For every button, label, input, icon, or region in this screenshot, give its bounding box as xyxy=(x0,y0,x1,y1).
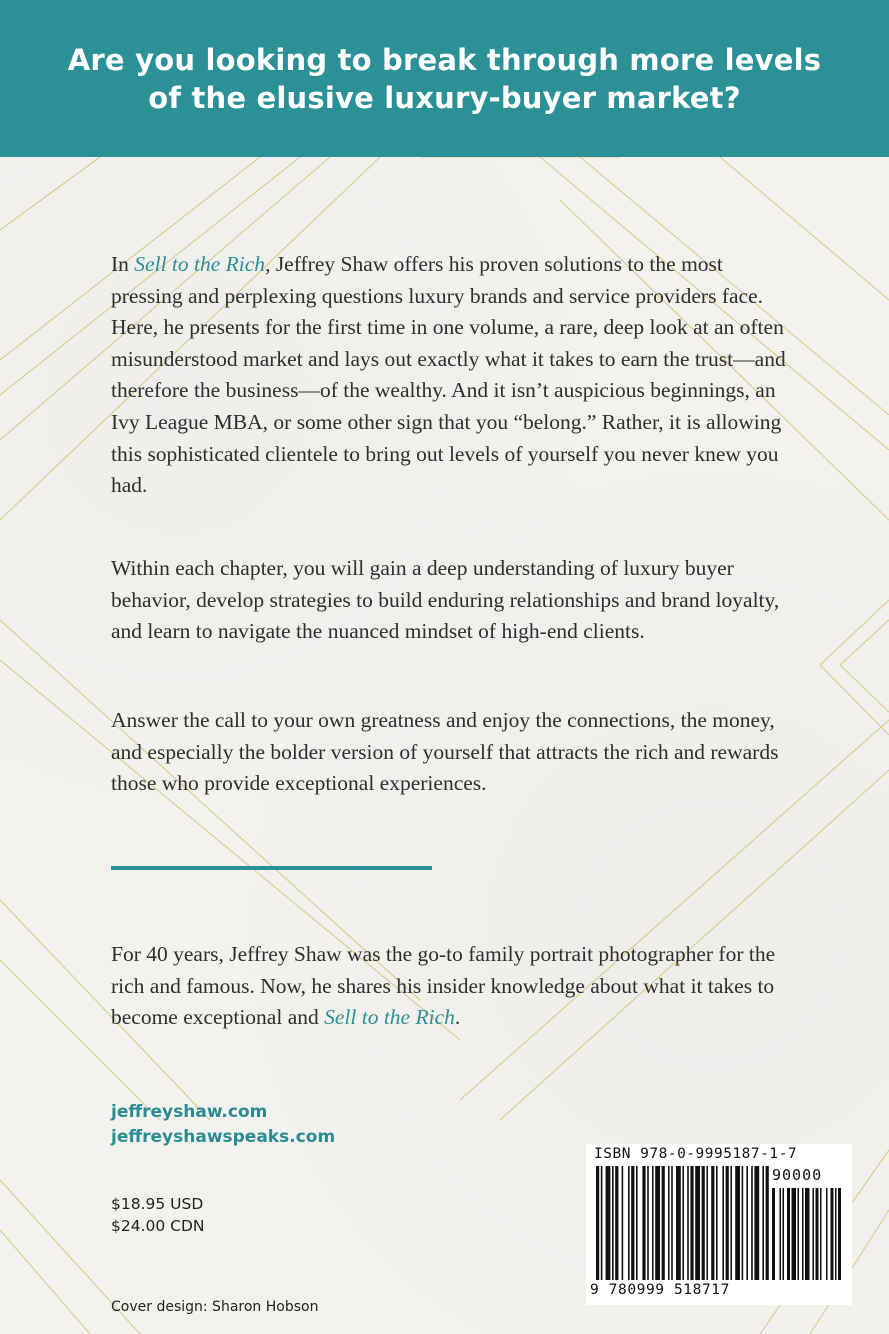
book-title: Sell to the Rich xyxy=(134,252,266,276)
barcode-bar xyxy=(805,1188,810,1280)
barcode-bar xyxy=(652,1166,654,1280)
barcode-bar xyxy=(820,1188,822,1280)
barcode-bar xyxy=(787,1188,790,1280)
barcode-bar xyxy=(702,1166,705,1280)
barcode-bar xyxy=(826,1188,828,1280)
price-block xyxy=(111,1193,205,1237)
description-paragraph-2: Within each chapter, you will gain a deep understanding of luxury buyer behavior, develop strategies to build enduring relationships and brand loyalty, and learn to navigate the nuanced mindset of high-end clients. xyxy=(111,556,780,644)
author-bio: For 40 years, Jeffrey Shaw was the go-to family portrait photographer for the rich and famous. Now, he shares his insider knowledge about what it takes to become exceptional and Sell to the Rich. xyxy=(111,942,776,1030)
barcode-bar xyxy=(735,1166,740,1280)
barcode-bar xyxy=(612,1166,614,1280)
barcode-bar xyxy=(655,1166,660,1280)
barcode-bar xyxy=(716,1166,718,1280)
barcode-bar xyxy=(662,1166,665,1280)
description-paragraph-3: Answer the call to your own greatness and enjoy the connections, the money, and especially the bolder version of yourself that attracts the rich and rewards those who provide exceptional experiences. xyxy=(111,708,779,796)
barcode-bar xyxy=(596,1166,599,1280)
barcode-bar xyxy=(802,1188,804,1280)
barcode-bar xyxy=(816,1188,819,1280)
barcode-bar xyxy=(813,1188,815,1280)
barcode-bar xyxy=(730,1166,732,1280)
barcode-bar xyxy=(772,1188,775,1280)
speaking-website-link[interactable]: jeffreyshawspeaks.com xyxy=(111,1127,336,1147)
barcode-bar xyxy=(676,1166,681,1280)
barcode-bar xyxy=(792,1188,797,1280)
barcode-bar xyxy=(631,1166,634,1280)
barcode-bar xyxy=(706,1166,708,1280)
isbn-barcode xyxy=(586,1144,852,1305)
headline-banner xyxy=(0,0,889,157)
website-link[interactable]: jeffreyshaw.com xyxy=(111,1102,268,1122)
barcode-bar xyxy=(780,1188,782,1280)
barcode-bar xyxy=(628,1166,630,1280)
barcode-bar xyxy=(695,1166,700,1280)
ean-digits: 9 780999 518717 xyxy=(590,1282,730,1298)
barcode-bar xyxy=(742,1166,744,1280)
barcode-bar xyxy=(671,1166,673,1280)
barcode-bar xyxy=(722,1166,724,1280)
teal-divider xyxy=(111,866,432,870)
barcode-bar xyxy=(783,1188,785,1280)
barcode-bar xyxy=(751,1166,753,1280)
barcode-bars xyxy=(586,1144,852,1305)
barcode-bar xyxy=(622,1166,624,1280)
isbn-label: ISBN 978-0-9995187-1-7 xyxy=(594,1146,798,1162)
barcode-bar xyxy=(615,1166,618,1280)
cover-design-credit: Cover design: Sharon Hobson xyxy=(111,1299,319,1315)
barcode-bar xyxy=(726,1166,729,1280)
headline: Are you looking to break through more levels of the elusive luxury-buyer market? xyxy=(67,42,822,115)
barcode-bar xyxy=(636,1166,638,1280)
barcode-bar xyxy=(762,1166,764,1280)
barcode-bar xyxy=(766,1166,769,1280)
price-usd: $18.95 USD xyxy=(111,1195,204,1213)
author-links xyxy=(111,1100,335,1150)
barcode-bar xyxy=(601,1166,603,1280)
barcode-bar xyxy=(606,1166,611,1280)
barcode-bar xyxy=(831,1188,834,1280)
barcode-bar xyxy=(754,1166,759,1280)
barcode-bar xyxy=(647,1166,649,1280)
barcode-bar xyxy=(682,1166,684,1280)
price-cdn: $24.00 CDN xyxy=(111,1217,205,1235)
barcode-bar xyxy=(835,1188,837,1280)
price-code: 90000 xyxy=(772,1166,823,1184)
barcode-bar xyxy=(668,1166,670,1280)
barcode-bar xyxy=(690,1166,693,1280)
book-title: Sell to the Rich xyxy=(324,1005,455,1030)
barcode-bar xyxy=(687,1166,689,1280)
barcode-bar xyxy=(838,1188,841,1280)
description-paragraph-1: In Sell to the Rich, Jeffrey Shaw offers his proven solutions to the most pressing and perplexing questions luxury brands and service providers face. Here, he presents for the first time in one volume, a rare, deep look at an often misunderstood market and lays out exactly what it takes to earn the trust—and therefore the business—of the wealthy. And it isn’t auspicious beginnings, an Ivy League MBA, or some other sign that you “belong.” Rather, it is allowing this sophisticated clientele to bring out levels of yourself you never knew you had. xyxy=(111,252,786,498)
barcode-bar xyxy=(642,1166,645,1280)
barcode-bar xyxy=(746,1166,748,1280)
barcode-bar xyxy=(711,1166,714,1280)
barcode-bar xyxy=(798,1188,800,1280)
